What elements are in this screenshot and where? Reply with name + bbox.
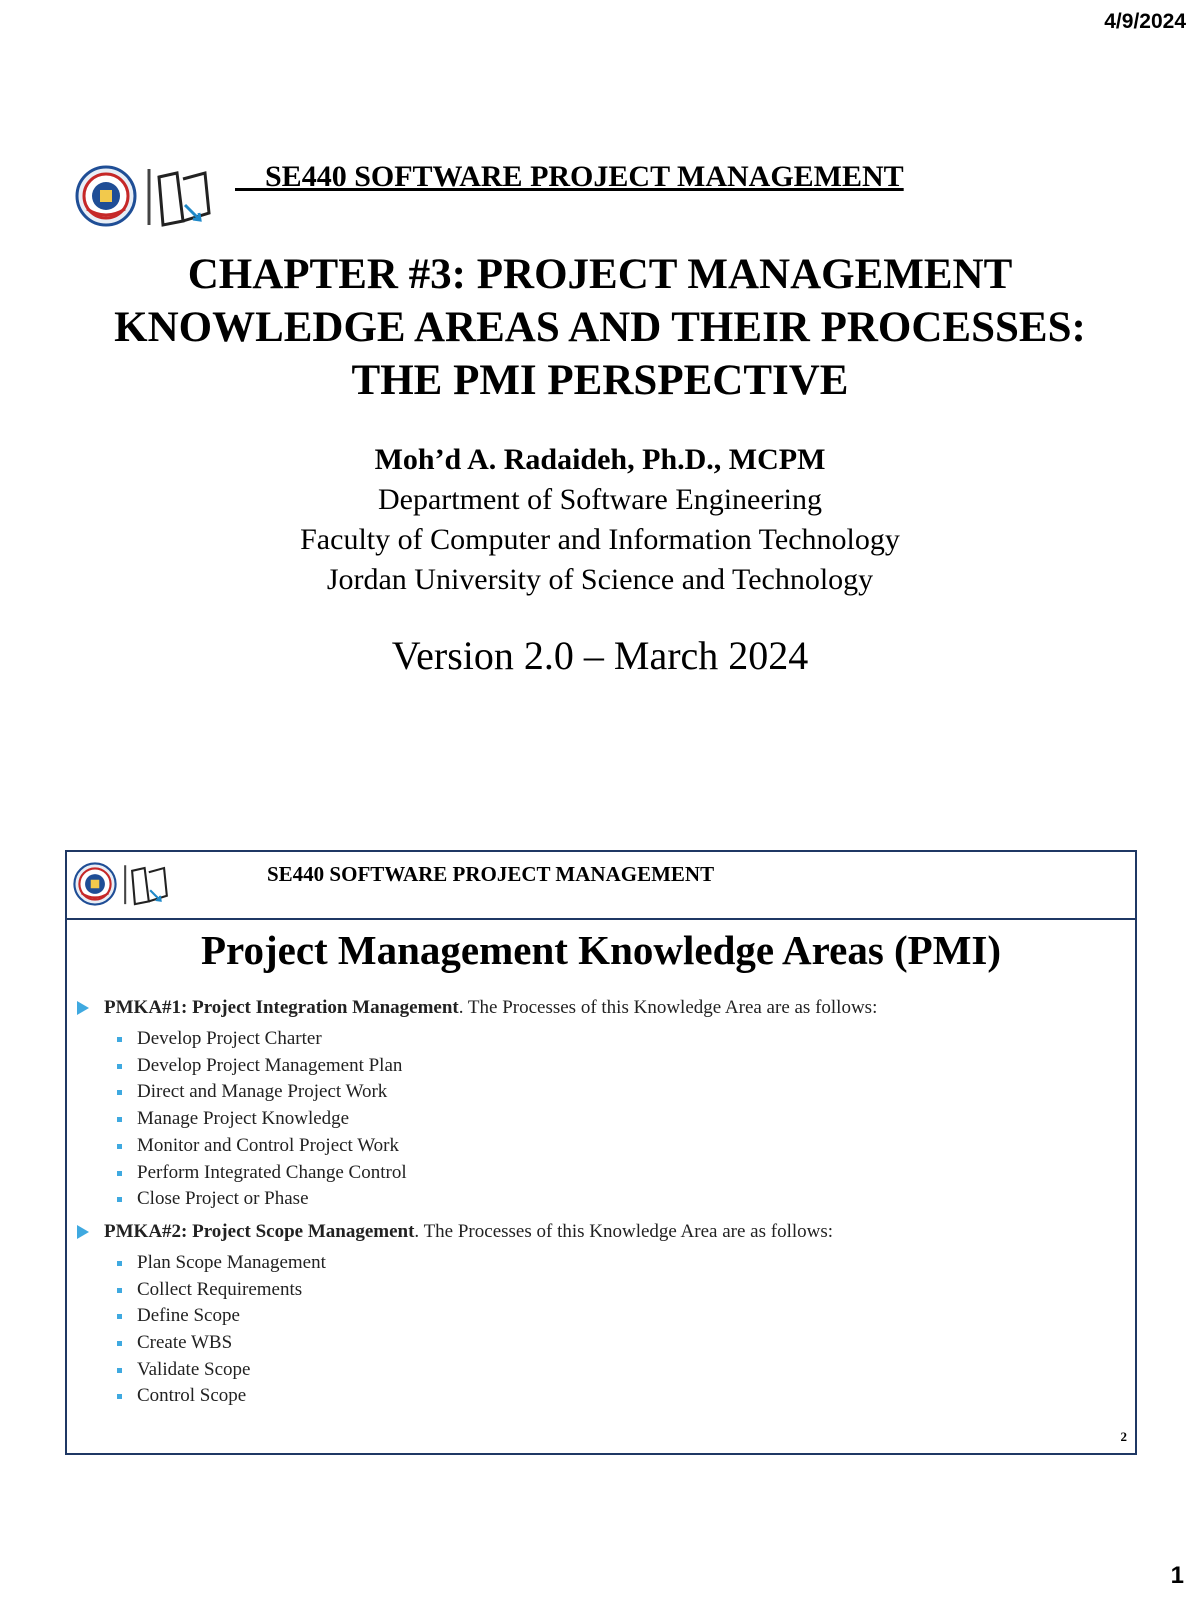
process-item: Manage Project Knowledge <box>137 1106 1135 1133</box>
knowledge-area-item <box>67 1219 1135 1245</box>
chapter-title-line: KNOWLEDGE AREAS AND THEIR PROCESSES: <box>114 304 1086 351</box>
knowledge-area-list <box>67 995 1135 1416</box>
page-date: 4/9/2024 <box>1104 10 1186 33</box>
process-item: Define Scope <box>137 1303 1135 1330</box>
page-number: 1 <box>1170 1562 1184 1589</box>
triangle-bullet-icon <box>77 1225 89 1239</box>
header-logos <box>75 165 215 227</box>
knowledge-area-description: . The Processes of this Knowledge Area are as follows: <box>458 997 878 1018</box>
version-label: Version 2.0 – March 2024 <box>391 633 809 678</box>
process-item: Perform Integrated Change Control <box>137 1160 1135 1187</box>
faculty: Faculty of Computer and Information Technology <box>300 523 900 556</box>
process-item: Develop Project Charter <box>137 1026 1135 1053</box>
chapter-title <box>60 248 1140 407</box>
university-seal-icon <box>73 862 117 906</box>
knowledge-area-item <box>67 995 1135 1021</box>
process-item: Develop Project Management Plan <box>137 1053 1135 1080</box>
process-item: Collect Requirements <box>137 1277 1135 1304</box>
university: Jordan University of Science and Technology <box>326 563 874 596</box>
department: Department of Software Engineering <box>377 483 822 516</box>
university-seal-icon <box>75 165 137 227</box>
process-list <box>67 1250 1135 1410</box>
process-item: Control Scope <box>137 1383 1135 1410</box>
department-logo-icon <box>121 862 171 906</box>
chapter-title-line: THE PMI PERSPECTIVE <box>351 357 849 404</box>
author-name: Moh’d A. Radaideh, Ph.D., MCPM <box>374 443 826 476</box>
process-item: Direct and Manage Project Work <box>137 1079 1135 1106</box>
chapter-title-line: CHAPTER #3: PROJECT MANAGEMENT <box>187 251 1013 298</box>
knowledge-area-name: PMKA#1: Project Integration Management <box>104 997 459 1018</box>
slide-header <box>67 852 1135 920</box>
course-title: SE440 SOFTWARE PROJECT MANAGEMENT <box>235 160 904 193</box>
header-logos <box>73 862 171 906</box>
process-list <box>67 1026 1135 1213</box>
slide-title: Project Management Knowledge Areas (PMI) <box>200 927 1002 973</box>
knowledge-area-name: PMKA#2: Project Scope Management <box>104 1220 415 1242</box>
process-item: Create WBS <box>137 1330 1135 1357</box>
knowledge-areas-slide <box>65 850 1137 1455</box>
process-item: Validate Scope <box>137 1357 1135 1384</box>
course-title: SE440 SOFTWARE PROJECT MANAGEMENT <box>267 862 715 886</box>
author-block <box>60 440 1140 600</box>
title-slide <box>60 140 1140 700</box>
knowledge-area-description: . The Processes of this Knowledge Area are as follows: <box>414 1220 834 1242</box>
triangle-bullet-icon <box>77 1001 89 1015</box>
slide-number: 2 <box>1120 1429 1127 1444</box>
process-item: Close Project or Phase <box>137 1186 1135 1213</box>
process-item: Plan Scope Management <box>137 1250 1135 1277</box>
process-item: Monitor and Control Project Work <box>137 1133 1135 1160</box>
department-logo-icon <box>143 165 215 227</box>
